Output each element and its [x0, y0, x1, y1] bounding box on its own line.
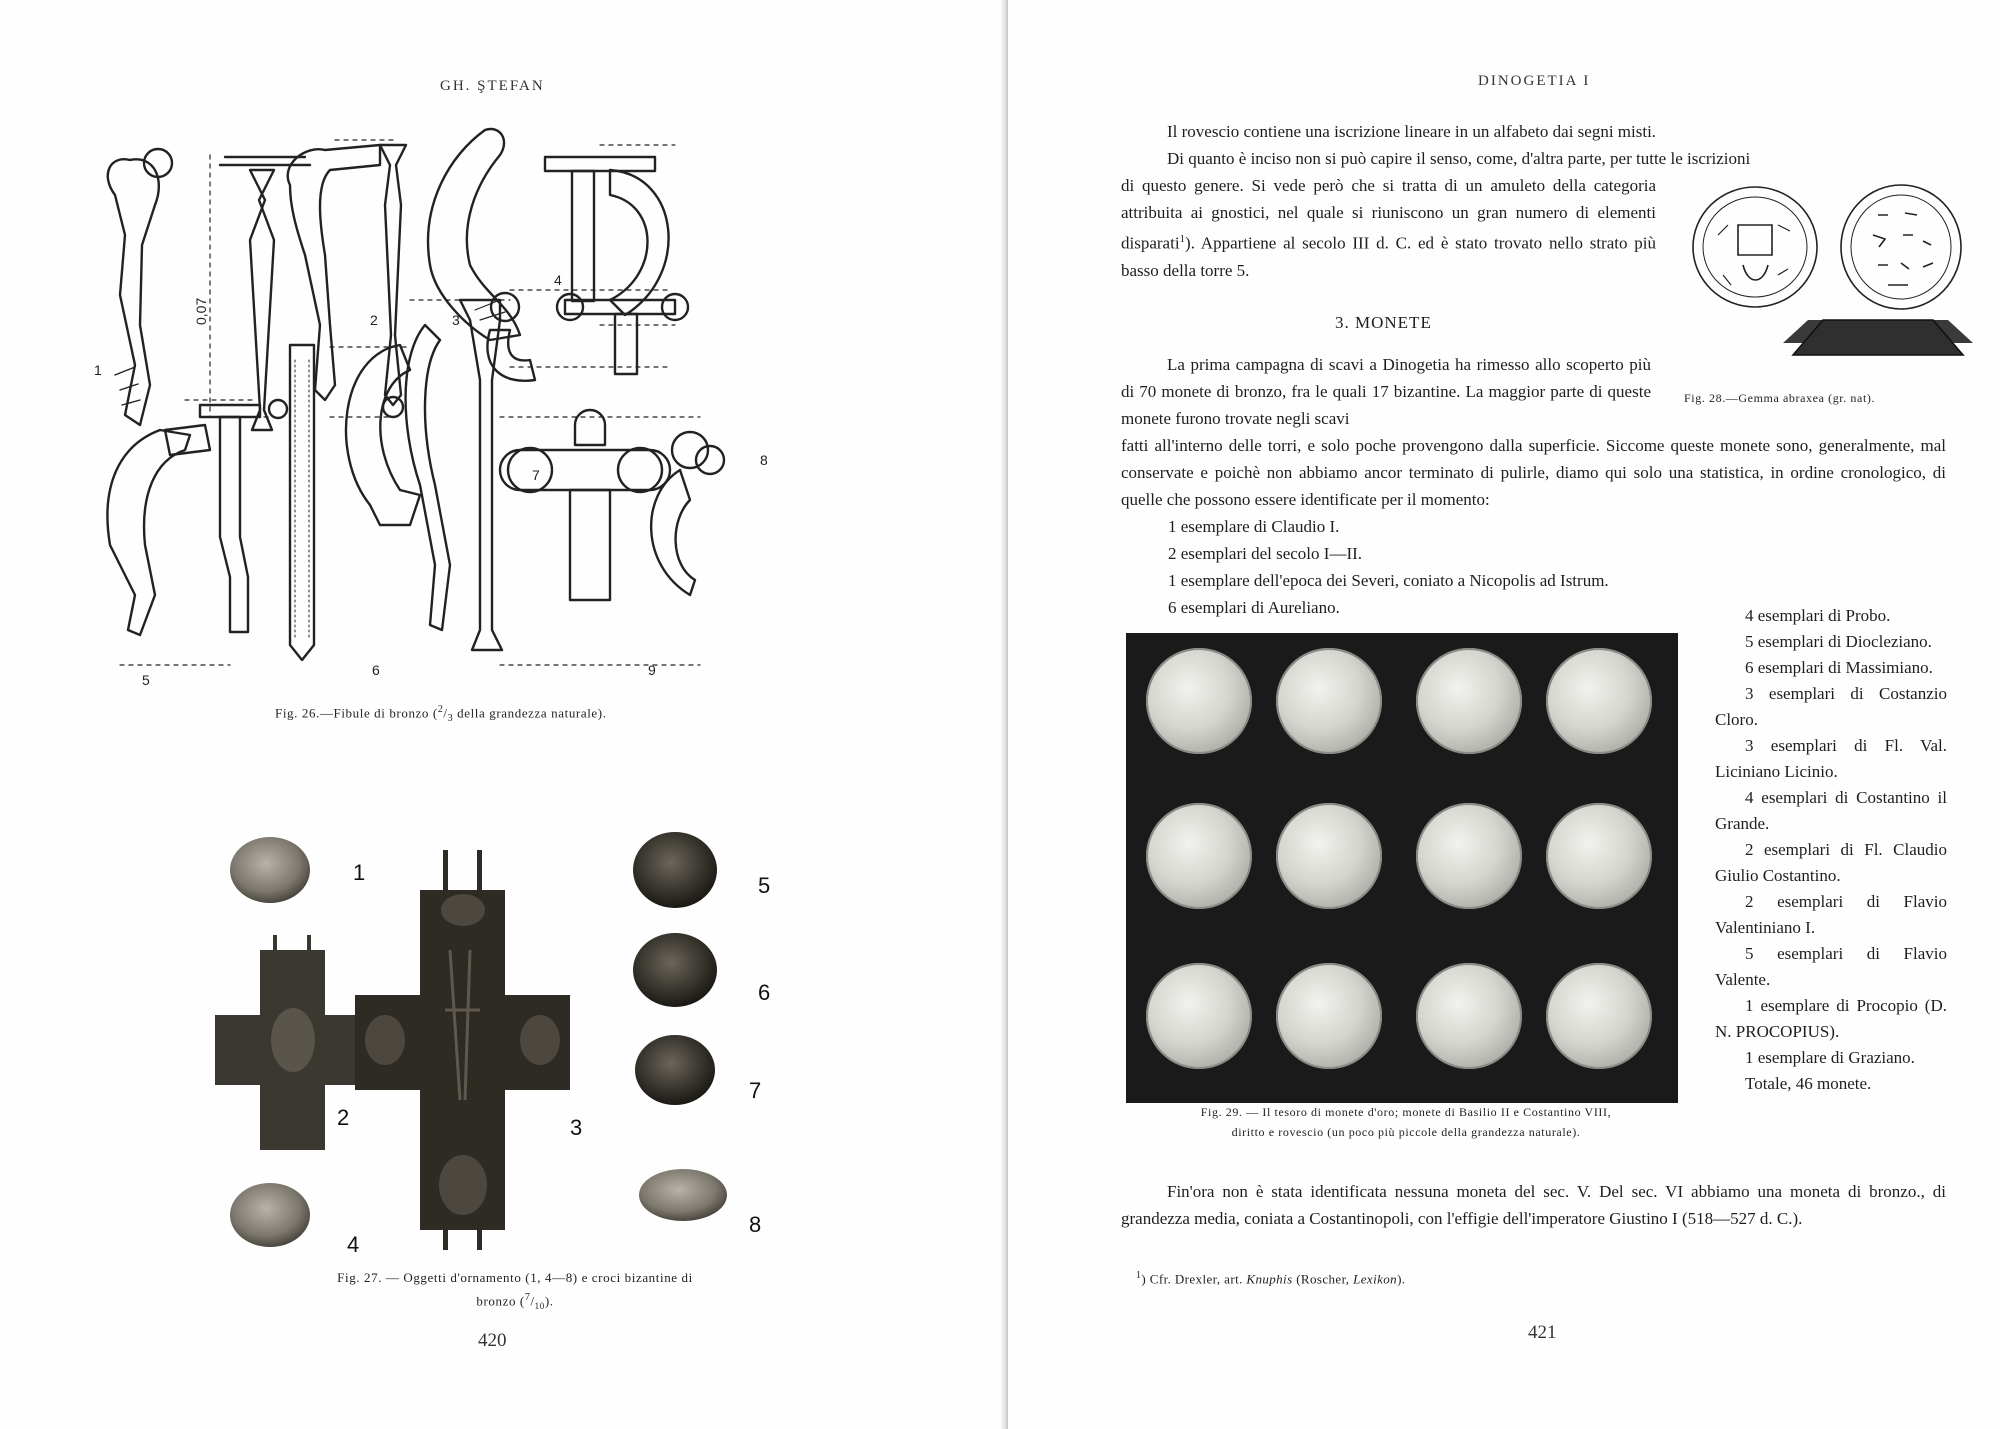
coin: [1416, 803, 1522, 909]
fig27-label-1: 1: [353, 860, 366, 885]
paragraph-2-line1: Di quanto è inciso non si può capire il senso, come, d'altra parte, per tutte le iscrizioni: [1167, 149, 1751, 168]
list-item: 5 esemplari di Flavio Valente.: [1715, 944, 1947, 989]
paragraph-4: Fin'ora non è stata identificata nessuna moneta del sec. V. Del sec. VI abbiamo una moneta di bronzo., di grandezza media, coniata a Costantinopoli, con l'effigie dell'imperatore Giustino I (518—527 d. C.).: [1121, 1182, 1946, 1228]
list-item: 2 esemplari di Fl. Claudio Giulio Costantino.: [1715, 840, 1947, 885]
figure-28-gem: [1683, 175, 1973, 390]
right-page: [1008, 0, 2000, 1429]
coin: [1416, 648, 1522, 754]
coin: [1416, 963, 1522, 1069]
list-item: 6 esemplari di Aureliano.: [1168, 598, 1340, 617]
coin: [1546, 803, 1652, 909]
page-number-left: 420: [478, 1330, 507, 1351]
coin: [1276, 963, 1382, 1069]
figure-29-caption: Fig. 29. — Il tesoro di monete d'oro; monete di Basilio II e Costantino VIII, diritto e rovescio (un poco più piccole della grandezza naturale).: [1200, 1105, 1612, 1139]
fig26-label-8: 8: [760, 452, 768, 468]
list-item: 3 esemplari di Fl. Val. Liciniano Licinio.: [1715, 736, 1947, 781]
paragraph-1: Il rovescio contiene una iscrizione lineare in un alfabeto dai segni misti.: [1167, 122, 1657, 141]
footnote: $^1$) Cfr. Drexler, art. Knuphis (Roscher, Lexikon).: [1136, 1270, 1406, 1287]
coin: [1146, 803, 1252, 909]
figure-26-caption: Fig. 26.—Fibule di bronzo ($^2/_3$ della grandezza naturale).: [275, 704, 607, 724]
list-item: 2 esemplari del secolo I—II.: [1168, 544, 1363, 563]
figure-27-ornaments-photo: [205, 830, 765, 1250]
fig26-label-7: 7: [532, 467, 540, 483]
ornament-6-bead: [633, 933, 717, 1007]
coin: [1276, 648, 1382, 754]
fig26-label-4: 4: [554, 272, 562, 288]
fig27-label-8: 8: [749, 1212, 762, 1237]
list-item: 1 esemplare dell'epoca dei Severi, coniato a Nicopolis ad Istrum.: [1168, 571, 1609, 590]
coin-list-full: [1168, 513, 1609, 621]
fig26-label-3: 3: [452, 312, 460, 328]
list-item: 2 esemplari di Flavio Valentiniano I.: [1715, 892, 1947, 937]
running-head-right: DINOGETIA I: [1478, 73, 1591, 89]
ornament-4-bead: [230, 1183, 310, 1247]
list-item: 3 esemplari di Costanzio Cloro.: [1715, 684, 1947, 729]
running-head-left: GH. ŞTEFAN: [440, 78, 545, 94]
figure-26-fibulae-drawing: [80, 125, 910, 705]
page-number-right: 421: [1528, 1322, 1557, 1343]
fig26-label-2: 2: [370, 312, 378, 328]
list-item: 1 esemplare di Graziano.: [1745, 1048, 1915, 1067]
coin-total: Totale, 46 monete.: [1745, 1074, 1872, 1093]
fig27-label-3: 3: [570, 1115, 583, 1140]
fig27-label-5: 5: [758, 873, 771, 898]
paragraph-2-body: di questo genere. Si vede però che si tratta di un amuleto della categoria attribuita ai gnostici, nel quale si riuniscono un gran numero di elementi disparati$^1$). Appartiene al secolo III d. C. ed è stato trovato nello strato più basso della torre 5.: [1121, 176, 1656, 280]
list-item: 4 esemplari di Costantino il Grande.: [1715, 788, 1947, 833]
ornament-1-bead: [230, 837, 310, 903]
fig27-label-4: 4: [347, 1232, 360, 1257]
fig27-label-7: 7: [749, 1078, 762, 1103]
cross-3: [355, 850, 570, 1250]
ornament-8-bead: [639, 1169, 727, 1221]
coin: [1546, 648, 1652, 754]
fig27-label-2: 2: [337, 1105, 350, 1130]
coin: [1546, 963, 1652, 1069]
fig26-label-9: 9: [648, 662, 656, 678]
figure-29-coin-plate: [1126, 633, 1678, 1103]
coin-list-column: [1715, 603, 1947, 1097]
section-title-monete: 3. MONETE: [1335, 313, 1432, 332]
coin: [1146, 648, 1252, 754]
coin: [1276, 803, 1382, 909]
fig26-scale-mark: 0,07: [193, 297, 209, 325]
fig27-label-6: 6: [758, 980, 771, 1005]
list-item: 1 esemplare di Claudio I.: [1168, 517, 1340, 536]
list-item: 6 esemplari di Massimiano.: [1745, 658, 1933, 677]
list-item: 4 esemplari di Probo.: [1745, 606, 1891, 625]
list-item: 1 esemplare di Procopio (D. N. PROCOPIUS).: [1715, 996, 1947, 1041]
ornament-7-bead: [635, 1035, 715, 1105]
figure-28-caption: Fig. 28.—Gemma abraxea (gr. nat).: [1684, 391, 1876, 405]
fig26-label-1: 1: [94, 362, 102, 378]
paragraph-3-full: fatti all'interno delle torri, e solo poche provengono dalla superficie. Siccome queste monete sono, generalmente, mal conservate e poichè non abbiamo ancor terminato di pulirle, diamo qui solo una statistica, in ordine cronologico, di quelle che possono essere identificate per il momento:: [1121, 436, 1946, 509]
figure-27-caption: Fig. 27. — Oggetti d'ornamento (1, 4—8) e croci bizantine di bronzo $(^7/_{10})$.: [337, 1270, 693, 1311]
ornament-5-bead: [633, 832, 717, 908]
fig26-label-5: 5: [142, 672, 150, 688]
coin: [1146, 963, 1252, 1069]
list-item: 5 esemplari di Diocleziano.: [1745, 632, 1932, 651]
fig26-label-6: 6: [372, 662, 380, 678]
paragraph-3-start: La prima campagna di scavi a Dinogetia ha rimesso allo scoperto più di 70 monete di bronzo, fra le quali 17 bizantine. La maggior parte di queste monete furono trovate negli scavi: [1121, 355, 1651, 428]
